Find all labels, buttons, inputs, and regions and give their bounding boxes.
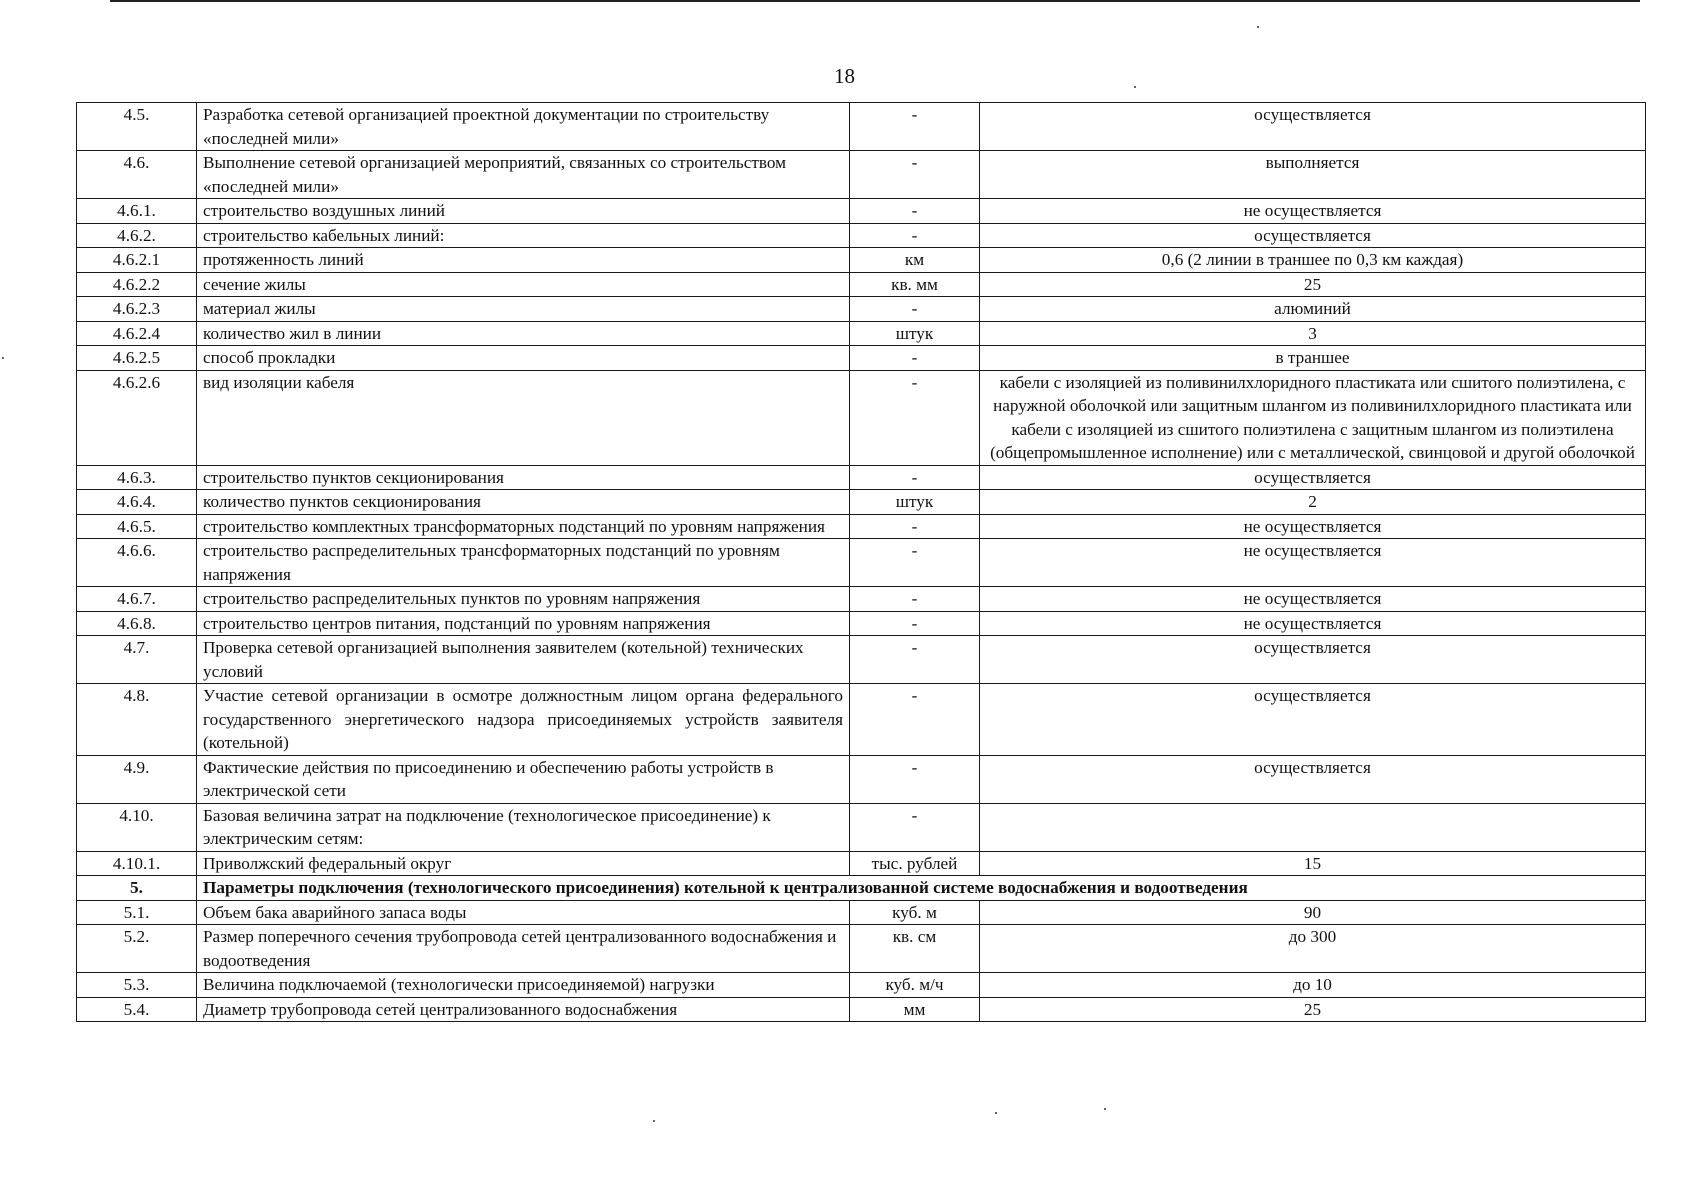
row-number: 5.3. [77, 973, 197, 998]
table-row [77, 803, 1646, 851]
row-value: 25 [980, 997, 1646, 1022]
row-value [980, 803, 1646, 851]
row-number: 5.4. [77, 997, 197, 1022]
row-unit: кв. мм [850, 272, 980, 297]
table-row [77, 103, 1646, 151]
row-value: не осуществляется [980, 514, 1646, 539]
scan-speck [1104, 1108, 1106, 1110]
row-unit: км [850, 248, 980, 273]
row-value: 0,6 (2 линии в траншее по 0,3 км каждая) [980, 248, 1646, 273]
section-header-row [77, 876, 1646, 901]
table-row [77, 346, 1646, 371]
row-unit: куб. м [850, 900, 980, 925]
row-number: 4.8. [77, 684, 197, 756]
row-number: 4.7. [77, 636, 197, 684]
row-description: Объем бака аварийного запаса воды [197, 900, 850, 925]
row-description: строительство распределительных трансформаторных подстанций по уровням напряжения [197, 539, 850, 587]
scan-speck [1257, 26, 1259, 28]
row-unit: - [850, 151, 980, 199]
row-number: 4.6.6. [77, 539, 197, 587]
row-number: 4.6.2.5 [77, 346, 197, 371]
table-row [77, 925, 1646, 973]
row-unit: - [850, 370, 980, 465]
row-number: 4.6.5. [77, 514, 197, 539]
row-number: 5.1. [77, 900, 197, 925]
row-unit: - [850, 223, 980, 248]
row-unit: - [850, 514, 980, 539]
row-number: 4.6.4. [77, 490, 197, 515]
scan-speck [995, 1112, 997, 1114]
row-value: осуществляется [980, 223, 1646, 248]
row-unit: мм [850, 997, 980, 1022]
row-description: строительство комплектных трансформаторных подстанций по уровням напряжения [197, 514, 850, 539]
row-description: количество жил в линии [197, 321, 850, 346]
scan-speck [1134, 86, 1136, 88]
row-description: количество пунктов секционирования [197, 490, 850, 515]
row-unit: - [850, 636, 980, 684]
row-description: Разработка сетевой организацией проектной документации по строительству «последней мили» [197, 103, 850, 151]
row-unit: штук [850, 490, 980, 515]
table-row [77, 611, 1646, 636]
row-description: Фактические действия по присоединению и обеспечению работы устройств в электрической сети [197, 755, 850, 803]
row-number: 4.6.8. [77, 611, 197, 636]
table-row [77, 514, 1646, 539]
row-description: вид изоляции кабеля [197, 370, 850, 465]
row-number: 4.6.2.1 [77, 248, 197, 273]
row-value: осуществляется [980, 465, 1646, 490]
row-description: Базовая величина затрат на подключение (технологическое присоединение) к электрическим сетям: [197, 803, 850, 851]
row-unit: кв. см [850, 925, 980, 973]
row-value: 25 [980, 272, 1646, 297]
row-value: не осуществляется [980, 199, 1646, 224]
row-unit: - [850, 465, 980, 490]
table-row [77, 490, 1646, 515]
table-row [77, 297, 1646, 322]
row-description: Диаметр трубопровода сетей централизованного водоснабжения [197, 997, 850, 1022]
specification-table [76, 102, 1646, 1022]
row-description: строительство распределительных пунктов по уровням напряжения [197, 587, 850, 612]
row-number: 4.6.2.3 [77, 297, 197, 322]
row-description: Приволжский федеральный округ [197, 851, 850, 876]
page-number: 18 [834, 64, 855, 88]
row-number: 4.6.2. [77, 223, 197, 248]
table-row [77, 321, 1646, 346]
scan-speck [653, 1120, 655, 1122]
row-number: 4.6. [77, 151, 197, 199]
row-value: 2 [980, 490, 1646, 515]
row-description: способ прокладки [197, 346, 850, 371]
row-number: 4.6.2.6 [77, 370, 197, 465]
row-description: Выполнение сетевой организацией мероприятий, связанных со строительством «последней мили» [197, 151, 850, 199]
table-row [77, 684, 1646, 756]
row-description: Участие сетевой организации в осмотре должностным лицом органа федерального государственного энергетического надзора присоединяемых устройств заявителя (котельной) [197, 684, 850, 756]
row-description: сечение жилы [197, 272, 850, 297]
row-number: 4.6.2.4 [77, 321, 197, 346]
top-border-line [110, 0, 1640, 2]
row-value: не осуществляется [980, 587, 1646, 612]
section-title: Параметры подключения (технологического присоединения) котельной к централизованной системе водоснабжения и водоотведения [197, 876, 1646, 901]
row-value: алюминий [980, 297, 1646, 322]
row-value: не осуществляется [980, 539, 1646, 587]
table-row [77, 223, 1646, 248]
row-description: Проверка сетевой организацией выполнения заявителем (котельной) технических условий [197, 636, 850, 684]
row-value: кабели с изоляцией из поливинилхлоридного пластиката или сшитого полиэтилена, с наружной оболочкой или защитным шлангом из поливинилхлоридного пластиката или кабели с изоляцией из сшитого полиэтилена с защитным шлангом из полиэтилена (общепромышленное исполнение) или с металлической, свинцовой и другой оболочкой [980, 370, 1646, 465]
row-description: протяженность линий [197, 248, 850, 273]
table-row [77, 151, 1646, 199]
table-row [77, 755, 1646, 803]
row-value: 3 [980, 321, 1646, 346]
row-number: 4.6.7. [77, 587, 197, 612]
row-unit: - [850, 539, 980, 587]
row-value: в траншее [980, 346, 1646, 371]
table-row [77, 248, 1646, 273]
row-description: Размер поперечного сечения трубопровода сетей централизованного водоснабжения и водоотведения [197, 925, 850, 973]
row-number: 4.6.1. [77, 199, 197, 224]
row-number: 4.6.3. [77, 465, 197, 490]
row-description: Величина подключаемой (технологически присоединяемой) нагрузки [197, 973, 850, 998]
row-unit: - [850, 803, 980, 851]
row-value: 90 [980, 900, 1646, 925]
row-unit: - [850, 199, 980, 224]
row-description: строительство центров питания, подстанций по уровням напряжения [197, 611, 850, 636]
scan-speck [2, 357, 4, 359]
table-row [77, 636, 1646, 684]
table-row [77, 851, 1646, 876]
table-row [77, 587, 1646, 612]
row-unit: - [850, 611, 980, 636]
row-unit: - [850, 755, 980, 803]
table-row [77, 370, 1646, 465]
row-unit: - [850, 346, 980, 371]
row-value: до 10 [980, 973, 1646, 998]
row-description: строительство пунктов секционирования [197, 465, 850, 490]
table-row [77, 973, 1646, 998]
row-value: осуществляется [980, 755, 1646, 803]
row-description: строительство воздушных линий [197, 199, 850, 224]
row-value: выполняется [980, 151, 1646, 199]
row-unit: куб. м/ч [850, 973, 980, 998]
row-unit: штук [850, 321, 980, 346]
table-row [77, 465, 1646, 490]
section-number: 5. [77, 876, 197, 901]
row-number: 4.6.2.2 [77, 272, 197, 297]
table-row [77, 997, 1646, 1022]
row-number: 5.2. [77, 925, 197, 973]
row-value: осуществляется [980, 636, 1646, 684]
row-number: 4.10. [77, 803, 197, 851]
row-unit: - [850, 103, 980, 151]
row-number: 4.9. [77, 755, 197, 803]
row-value: осуществляется [980, 103, 1646, 151]
row-unit: - [850, 684, 980, 756]
row-number: 4.5. [77, 103, 197, 151]
row-description: материал жилы [197, 297, 850, 322]
table-row [77, 539, 1646, 587]
row-value: 15 [980, 851, 1646, 876]
table-row [77, 199, 1646, 224]
row-value: до 300 [980, 925, 1646, 973]
row-unit: тыс. рублей [850, 851, 980, 876]
table-row [77, 272, 1646, 297]
row-value: не осуществляется [980, 611, 1646, 636]
row-value: осуществляется [980, 684, 1646, 756]
row-unit: - [850, 297, 980, 322]
row-number: 4.10.1. [77, 851, 197, 876]
row-unit: - [850, 587, 980, 612]
row-description: строительство кабельных линий: [197, 223, 850, 248]
table-row [77, 900, 1646, 925]
